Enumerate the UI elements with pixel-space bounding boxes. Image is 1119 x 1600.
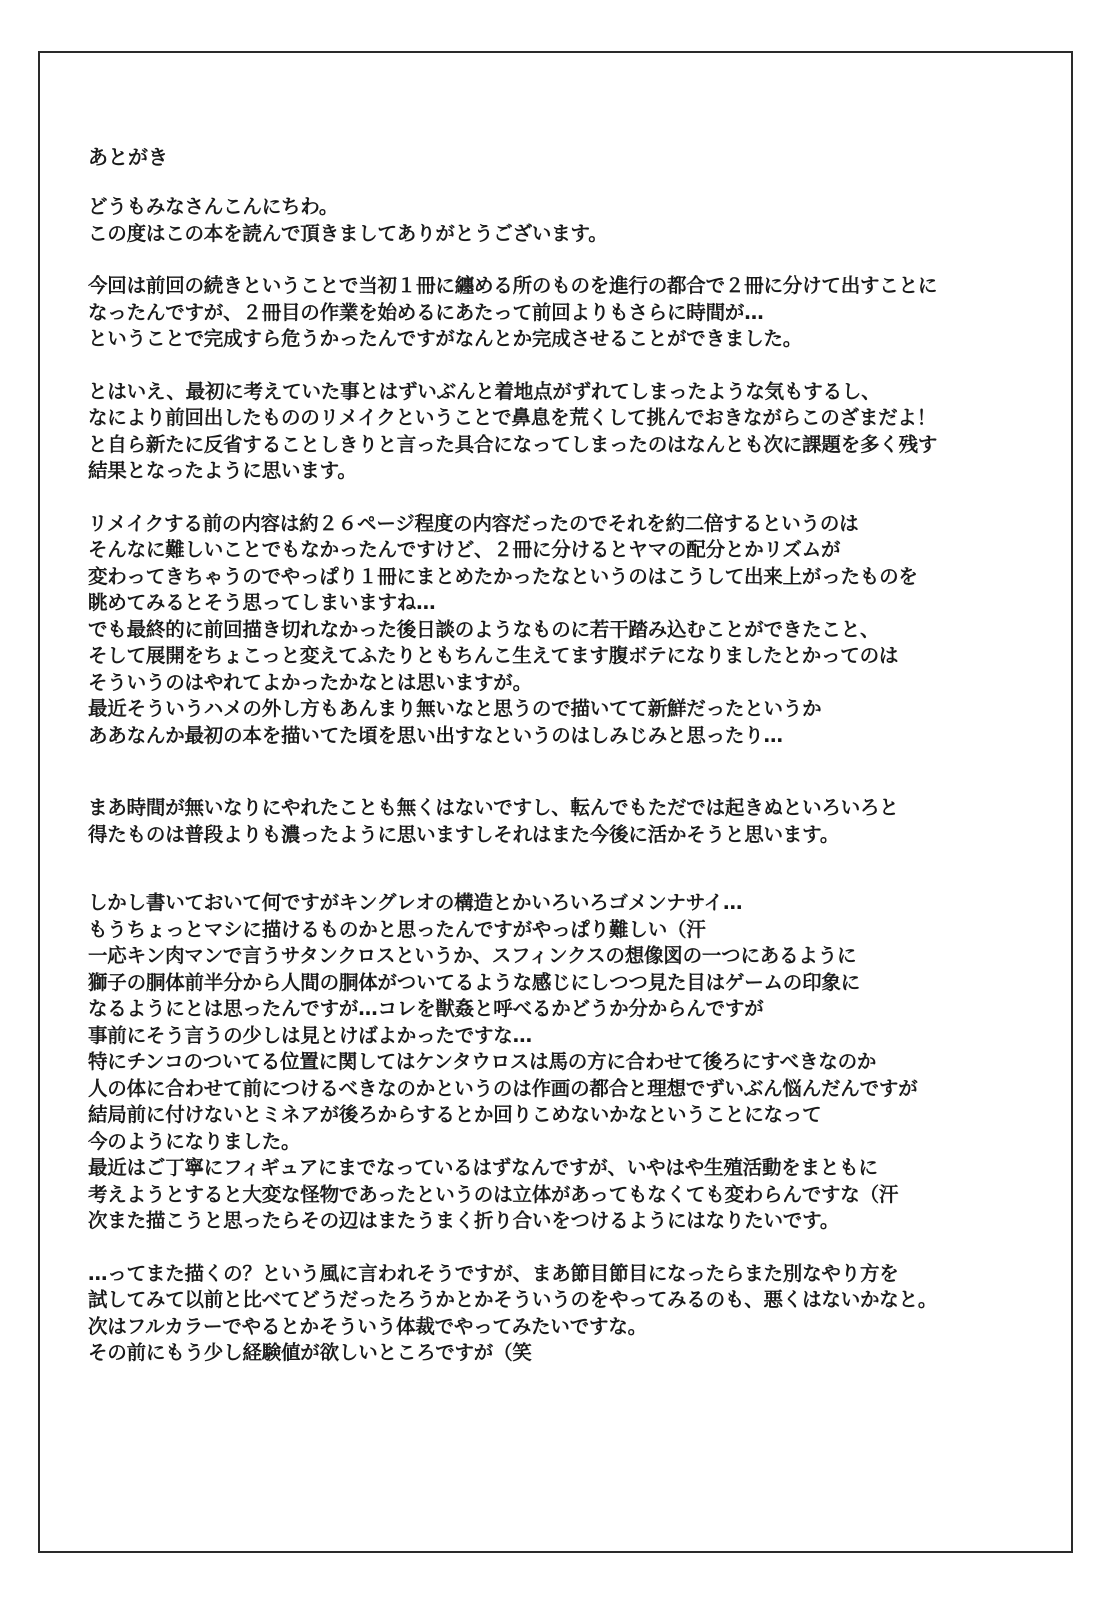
text-line: 考えようとすると大変な怪物であったというのは立体があってもなくても変わらんですな（汗: [88, 1182, 899, 1206]
text-line: その前にもう少し経験値が欲しいところですが（笑: [88, 1341, 532, 1364]
text-line: 試してみて以前と比べてどうだったろうかとかそういうのをやってみるのも、悪くはないかなと。: [88, 1288, 938, 1311]
afterword-title: あとがき: [88, 145, 168, 169]
text-line: 結果となったように思います。: [88, 459, 357, 482]
text-line: 最近はご丁寧にフィギュアにまでなっているはずなんですが、いやはや生殖活動をまともに: [88, 1156, 878, 1179]
text-line: そして展開をちょこっと変えてふたりともちんこ生えてます腹ボテになりましたとかってのは: [88, 644, 899, 667]
text-line: 結局前に付けないとミネアが後ろからするとか回りこめないかなということになって: [88, 1103, 822, 1126]
text-line: もうちょっとマシに描けるものかと思ったんですがやっぱり難しい（汗: [88, 917, 706, 941]
afterword-content: [88, 142, 1048, 1367]
paragraph-kingleo: [88, 890, 1048, 1235]
text-line: …ってまた描くの？という風に言われそうですが、まあ節目節目になったらまた別なやり方を: [88, 1261, 899, 1285]
text-line: なるようにとは思ったんですが…コレを獣姦と呼べるかどうか分からんですが: [88, 997, 764, 1020]
text-line: 変わってきちゃうのでやっぱり１冊にまとめたかったなというのはこうして出来上がったものを: [88, 564, 918, 588]
text-line: 得たものは普段よりも濃ったように思いますしそれはまた今後に活かそうと思います。: [88, 822, 840, 846]
text-line: でも最終的に前回描き切れなかった後日談のようなものに若干踏み込むことができたこと、: [88, 617, 880, 641]
paragraph-remake: [88, 511, 1048, 750]
text-line: どうもみなさんこんにちわ。: [88, 195, 339, 218]
text-line: まあ時間が無いなりにやれたことも無くはないですし、転んでもただでは起きぬといろいろと: [88, 796, 899, 819]
text-line: ああなんか最初の本を描いてた頃を思い出すなというのはしみじみと思ったり…: [88, 723, 783, 747]
text-line: なにより前回出したもののリメイクということで鼻息を荒くして挑んでおきながらこのざまだよ！: [88, 406, 937, 429]
paragraph-production: [88, 273, 1048, 353]
text-line: 人の体に合わせて前につけるべきなのかというのは作画の都合と理想でずいぶん悩んだんですが: [88, 1076, 918, 1100]
text-line: 次はフルカラーでやるとかそういう体裁でやってみたいですな。: [88, 1314, 647, 1338]
paragraph-time: [88, 795, 1048, 848]
text-line: 最近そういうハメの外し方もあんまり無いなと思うので描いてて新鮮だったというか: [88, 697, 822, 720]
text-line: 事前にそう言うの少しは見とけばよかったですな…: [88, 1023, 532, 1047]
paragraph-closing: [88, 1261, 1048, 1367]
text-line: この度はこの本を読んで頂きましてありがとうございます。: [88, 221, 608, 245]
text-line: 一応キン肉マンで言うサタンクロスというか、スフィンクスの想像図の一つにあるように: [88, 944, 857, 967]
text-line: と自ら新たに反省することしきりと言った具合になってしまったのはなんとも次に課題を多く残す: [88, 432, 938, 456]
text-line: 次また描こうと思ったらその辺はまたうまく折り合いをつけるようにはなりたいです。: [88, 1209, 840, 1232]
text-line: 今回は前回の続きということで当初１冊に纏める所のものを進行の都合で２冊に分けて出すことに: [88, 274, 938, 297]
text-line: しかし書いておいて何ですがキングレオの構造とかいろいろゴメンナサイ…: [88, 891, 743, 914]
text-line: ということで完成すら危うかったんですがなんとか完成させることができました。: [88, 327, 803, 350]
text-line: 特にチンコのついてる位置に関してはケンタウロスは馬の方に合わせて後ろにすべきなのか: [88, 1050, 877, 1073]
text-line: 眺めてみるとそう思ってしまいますね…: [88, 591, 436, 614]
text-line: とはいえ、最初に考えていた事とはずいぶんと着地点がずれてしまったような気もするし、: [88, 379, 881, 403]
text-line: そんなに難しいことでもなかったんですけど、２冊に分けるとヤマの配分とかリズムが: [88, 538, 841, 561]
text-line: そういうのはやれてよかったかなとは思いますが。: [88, 670, 532, 694]
text-line: 今のようになりました。: [88, 1129, 301, 1153]
paragraph-greeting: [88, 194, 1048, 247]
text-line: リメイクする前の内容は約２６ページ程度の内容だったのでそれを約二倍するというのは: [88, 511, 859, 535]
text-line: 獅子の胴体前半分から人間の胴体がついてるような感じにしつつ見た目はゲームの印象に: [88, 970, 861, 994]
text-line: なったんですが、２冊目の作業を始めるにあたって前回よりもさらに時間が…: [88, 300, 764, 324]
paragraph-reflection: [88, 379, 1048, 485]
